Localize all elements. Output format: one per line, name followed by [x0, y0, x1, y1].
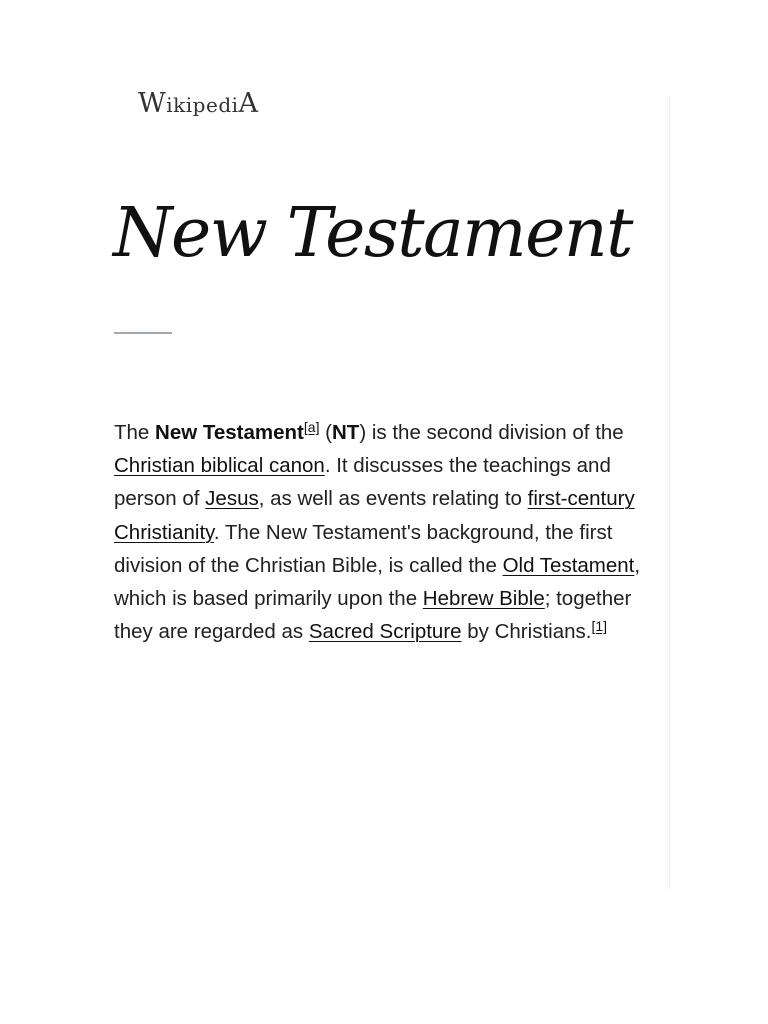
intro-text: ( [319, 421, 332, 444]
link-old-testament[interactable]: Old Testament [502, 553, 635, 577]
footnote-1 [591, 618, 607, 634]
intro-text: , which is based primarily upon the [114, 553, 641, 611]
abbreviation: NT [332, 421, 360, 444]
intro-text: . The New Testament's background, the first division of the Christian Bible, is called the [114, 520, 613, 577]
link-jesus[interactable]: Jesus [205, 487, 259, 511]
footnote-1-link[interactable]: [1] [591, 618, 608, 635]
link-hebrew-bible[interactable]: Hebrew Bible [422, 587, 545, 611]
intro-text: by Christians. [461, 620, 592, 644]
link-first-century-christianity[interactable]: first-century Christianity [114, 487, 635, 544]
wordmark-middle: ikipedi [166, 93, 239, 117]
page-title: New Testament [113, 194, 632, 273]
footnote-a [304, 419, 320, 435]
intro-text: The [114, 421, 156, 444]
intro-text: ; together they are regarded as [114, 587, 632, 644]
content-border [669, 95, 670, 890]
link-sacred-scripture[interactable]: Sacred Scripture [308, 620, 462, 644]
footnote-a-link[interactable]: [a] [303, 419, 320, 435]
wordmark-final: A [238, 88, 259, 119]
link-christian-biblical-canon[interactable]: Christian biblical canon [114, 454, 325, 478]
intro-paragraph [114, 416, 659, 648]
intro-text: ) is the second division of the [359, 421, 624, 444]
article-subject: New Testament [155, 421, 304, 444]
wordmark-initial: W [138, 88, 167, 119]
title-divider [114, 332, 172, 334]
wikipedia-wordmark[interactable] [138, 88, 259, 119]
intro-text: . It discusses the teachings and person of [114, 454, 611, 511]
intro-text: , as well as events relating to [258, 487, 528, 511]
